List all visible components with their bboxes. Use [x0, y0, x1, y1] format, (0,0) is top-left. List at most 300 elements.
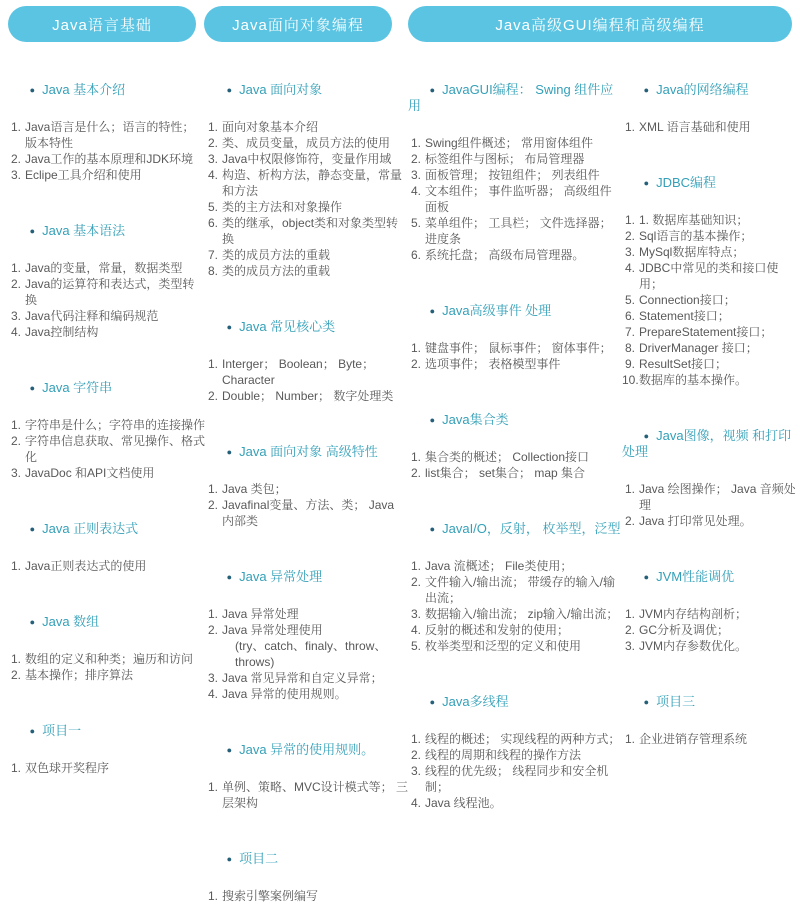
item-number: 3.	[410, 607, 421, 621]
bullet-dot-icon: ●	[643, 178, 650, 188]
item-text: Java 异常处理使用	[222, 623, 323, 637]
section-title	[8, 364, 205, 412]
section-title	[622, 159, 800, 207]
bullet-dot-icon: ●	[643, 85, 650, 95]
section-title-text: Java的网络编程	[656, 82, 749, 97]
section-title-text: 项目三	[656, 694, 696, 709]
item-number: 2.	[624, 229, 635, 243]
item-number: 3.	[207, 671, 218, 685]
item-number: 1.	[10, 652, 21, 666]
list-item	[622, 731, 800, 747]
list-item	[622, 324, 800, 340]
section-items	[408, 731, 622, 811]
item-text: 数据输入/输出流； zip输入/输出流；	[425, 607, 619, 621]
item-number: 2.	[410, 575, 421, 589]
bullet-dot-icon: ●	[29, 524, 36, 534]
list-item	[622, 119, 800, 135]
item-text: Java 线程池。	[425, 796, 502, 810]
section-title	[622, 553, 800, 601]
bullet-dot-icon: ●	[226, 447, 233, 457]
item-number: 10.	[622, 373, 639, 387]
list-item	[205, 167, 408, 199]
pill-label: Java高级GUI编程和高级编程	[495, 16, 705, 34]
list-item	[408, 135, 622, 151]
item-text: Java控制结构	[25, 325, 99, 339]
item-number: 1.	[410, 559, 421, 573]
item-number: 5.	[410, 216, 421, 230]
item-text: Java 类包；	[222, 482, 287, 496]
item-number: 5.	[624, 293, 635, 307]
list-item	[408, 247, 622, 263]
item-number: 1.	[624, 482, 635, 496]
list-item	[205, 670, 408, 686]
section-title	[205, 835, 408, 883]
section-items	[408, 449, 622, 481]
section-items	[8, 760, 205, 776]
section-title-text: Java高级事件 处理	[442, 303, 552, 318]
section-items	[8, 260, 205, 340]
section-title	[8, 707, 205, 755]
item-text: Java中权限修饰符，变量作用域	[222, 152, 392, 166]
item-text: JVM内存参数优化。	[639, 639, 748, 653]
item-number: 1.	[207, 357, 218, 371]
item-text: 数组的定义和种类；遍历和访问	[25, 652, 194, 666]
item-number: 1.	[624, 213, 635, 227]
item-text: 基本操作；排序算法	[25, 668, 134, 682]
list-item	[8, 760, 205, 776]
item-number: 6.	[207, 216, 218, 230]
item-number: 7.	[624, 325, 635, 339]
list-item	[205, 481, 408, 497]
item-text: Statement接口；	[639, 309, 730, 323]
bullet-dot-icon: ●	[643, 572, 650, 582]
section-items	[205, 119, 408, 279]
course-header-row	[0, 0, 800, 42]
section-title	[205, 726, 408, 774]
item-text: DriverManager 接口；	[639, 341, 758, 355]
item-text: 标签组件与图标； 布局管理器	[425, 152, 585, 166]
section-title	[622, 412, 800, 476]
pill-label: Java面向对象编程	[232, 16, 364, 34]
list-item	[622, 356, 800, 372]
bullet-dot-icon: ●	[29, 85, 36, 95]
list-item	[408, 795, 622, 811]
item-text: Java的运算符和表达式，类型转换	[25, 277, 195, 307]
list-item	[408, 558, 622, 574]
item-number: 2.	[410, 152, 421, 166]
list-item	[205, 356, 408, 388]
section-title-text: Java 面向对象 高级特性	[239, 444, 378, 459]
curriculum-section	[408, 66, 622, 263]
section-title	[205, 66, 408, 114]
item-text: 面向对象基本介绍	[222, 120, 319, 134]
section-items	[8, 417, 205, 481]
list-item	[205, 888, 408, 904]
curriculum-section	[8, 505, 205, 574]
item-text: Connection接口；	[639, 293, 736, 307]
item-text: Java 常见异常和自定义异常；	[222, 671, 383, 685]
section-title-text: Java图像，视频 和打印处理	[622, 428, 792, 459]
list-item	[622, 622, 800, 638]
curriculum-section	[408, 505, 622, 654]
list-item	[622, 260, 800, 292]
section-title	[408, 66, 622, 130]
item-number: 1.	[207, 780, 218, 794]
list-item	[8, 151, 205, 167]
curriculum-section	[8, 66, 205, 183]
section-items	[8, 651, 205, 683]
item-number: 2.	[207, 498, 218, 512]
item-number: 1.	[624, 607, 635, 621]
item-number: 5.	[207, 200, 218, 214]
section-items	[205, 356, 408, 404]
section-title-text: Java 字符串	[42, 380, 113, 395]
list-item	[205, 247, 408, 263]
list-item	[205, 135, 408, 151]
item-number: 6.	[410, 248, 421, 262]
curriculum-section	[8, 364, 205, 481]
list-item	[205, 199, 408, 215]
item-number: 1.	[207, 607, 218, 621]
bullet-dot-icon: ●	[226, 745, 233, 755]
section-title-text: Java集合类	[442, 412, 509, 427]
item-text: 类的继承，object类和对象类型转换	[222, 216, 399, 246]
section-items	[8, 558, 205, 574]
item-number: 4.	[410, 796, 421, 810]
list-item	[408, 465, 622, 481]
item-number	[205, 638, 218, 670]
list-item	[8, 324, 205, 340]
section-title	[205, 553, 408, 601]
section-items	[408, 340, 622, 372]
list-item	[408, 167, 622, 183]
item-text: 线程的周期和线程的操作方法	[425, 748, 582, 762]
item-text: MySql数据库特点；	[639, 245, 745, 259]
section-items	[408, 558, 622, 654]
bullet-dot-icon: ●	[643, 431, 650, 441]
item-text: 数据库的基本操作。	[639, 373, 748, 387]
list-item	[408, 574, 622, 606]
list-item	[8, 308, 205, 324]
item-number: 3.	[624, 639, 635, 653]
section-title-text: JVM性能调优	[656, 569, 735, 584]
item-number: 1.	[10, 559, 21, 573]
pill-label: Java语言基础	[52, 16, 152, 34]
list-item	[408, 215, 622, 247]
section-items	[622, 212, 800, 388]
section-items	[8, 119, 205, 183]
list-item	[408, 449, 622, 465]
curriculum-section	[622, 678, 800, 747]
item-text: 1. 数据库基础知识；	[639, 213, 749, 227]
list-item	[205, 686, 408, 702]
bullet-dot-icon: ●	[226, 322, 233, 332]
pill-java-basics[interactable]	[8, 6, 196, 42]
item-number: 1.	[207, 482, 218, 496]
item-number: 2.	[10, 152, 21, 166]
section-title	[8, 66, 205, 114]
list-item	[8, 558, 205, 574]
section-title	[622, 678, 800, 726]
section-title-text: Java 正则表达式	[42, 521, 139, 536]
item-text: Java 打印常见处理。	[639, 514, 752, 528]
section-title	[8, 505, 205, 553]
pill-java-oop[interactable]	[204, 6, 392, 42]
curriculum-section	[205, 66, 408, 279]
list-item	[205, 638, 408, 670]
section-title-text: Java 常见核心类	[239, 319, 336, 334]
item-text: Java语言是什么；语言的特性；版本特性	[25, 120, 195, 150]
list-item	[408, 731, 622, 747]
list-item	[408, 340, 622, 356]
curriculum-section	[205, 726, 408, 811]
item-number: 1.	[410, 732, 421, 746]
list-item	[205, 263, 408, 279]
item-number: 7.	[207, 248, 218, 262]
list-item	[622, 228, 800, 244]
bullet-dot-icon: ●	[29, 226, 36, 236]
curriculum-section	[408, 396, 622, 481]
item-text: Java正则表达式的使用	[25, 559, 147, 573]
pill-java-advanced-gui[interactable]	[408, 6, 792, 42]
list-item	[205, 119, 408, 135]
column-1	[8, 42, 205, 904]
bullet-dot-icon: ●	[643, 697, 650, 707]
section-title-text: JDBC编程	[656, 175, 717, 190]
item-text: JavaDoc 和API文档使用	[25, 466, 155, 480]
item-text: 搜索引擎案例编写	[222, 889, 319, 903]
section-title-text: Java 异常的使用规则。	[239, 742, 375, 757]
item-number: 2.	[410, 748, 421, 762]
item-text: 线程的优先级； 线程同步和安全机制；	[425, 764, 609, 794]
item-text: 单例、策略、MVC设计模式等； 三层架构	[222, 780, 409, 810]
section-title	[408, 505, 622, 553]
curriculum-section	[408, 678, 622, 811]
item-text: 类、成员变量，成员方法的使用	[222, 136, 391, 150]
list-item	[622, 606, 800, 622]
curriculum-section	[8, 207, 205, 340]
item-number: 3.	[10, 466, 21, 480]
item-text: Java工作的基本原理和JDK环境	[25, 152, 194, 166]
item-text: 双色球开奖程序	[25, 761, 110, 775]
item-text: Java 流概述； File类使用；	[425, 559, 573, 573]
item-text: 菜单组件； 工具栏； 文件选择器； 进度条	[425, 216, 616, 246]
item-text: ResultSet接口；	[639, 357, 728, 371]
section-title	[408, 396, 622, 444]
bullet-dot-icon: ●	[29, 617, 36, 627]
list-item	[622, 212, 800, 228]
item-number: 3.	[624, 245, 635, 259]
section-items	[205, 888, 408, 904]
list-item	[408, 606, 622, 622]
item-number: 4.	[10, 325, 21, 339]
list-item	[8, 651, 205, 667]
section-title-text: 项目二	[239, 851, 279, 866]
list-item	[8, 417, 205, 433]
curriculum-columns	[0, 42, 800, 904]
section-items	[622, 119, 800, 135]
item-text: 集合类的概述； Collection接口	[425, 450, 590, 464]
item-text: Double； Number； 数字处理类	[222, 389, 394, 403]
item-text: 字符串是什么；字符串的连接操作	[25, 418, 206, 432]
item-text: Java 异常的使用规则。	[222, 687, 347, 701]
item-text: 枚举类型和泛型的定义和使用	[425, 639, 582, 653]
curriculum-section	[408, 287, 622, 372]
item-number: 2.	[207, 623, 218, 637]
item-number: 2.	[10, 668, 21, 682]
item-number: 8.	[624, 341, 635, 355]
section-items	[622, 606, 800, 654]
item-number: 1.	[624, 120, 635, 134]
section-title	[8, 207, 205, 255]
item-number: 4.	[410, 623, 421, 637]
item-text: (try、catch、finaly、throw、throws)	[235, 639, 387, 669]
item-number: 1.	[10, 761, 21, 775]
list-item	[205, 606, 408, 622]
section-items	[622, 731, 800, 747]
bullet-dot-icon: ●	[429, 524, 436, 534]
item-text: 字符串信息获取、常见操作、格式化	[25, 434, 206, 464]
item-number: 4.	[207, 687, 218, 701]
item-text: list集合； set集合； map 集合	[425, 466, 586, 480]
list-item	[622, 638, 800, 654]
bullet-dot-icon: ●	[29, 726, 36, 736]
item-number: 1.	[207, 889, 218, 903]
bullet-dot-icon: ●	[226, 854, 233, 864]
section-title-text: JavaI/O，反射， 枚举型，泛型	[442, 521, 621, 536]
list-item	[8, 167, 205, 183]
item-text: Java代码注释和编码规范	[25, 309, 159, 323]
item-number: 5.	[410, 639, 421, 653]
list-item	[8, 119, 205, 151]
bullet-dot-icon: ●	[429, 306, 436, 316]
item-number: 1.	[410, 136, 421, 150]
item-text: 类的成员方法的重载	[222, 248, 331, 262]
item-text: Javafinal变量、方法、类； Java 内部类	[222, 498, 398, 528]
section-title	[408, 678, 622, 726]
list-item	[622, 292, 800, 308]
item-number: 3.	[410, 764, 421, 778]
list-item	[622, 308, 800, 324]
bullet-dot-icon: ●	[429, 415, 436, 425]
item-text: 文件输入/输出流； 带缓存的输入/输出流；	[425, 575, 616, 605]
item-text: PrepareStatement接口；	[639, 325, 773, 339]
item-text: 文本组件； 事件监听器； 高级组件面板	[425, 184, 612, 214]
list-item	[408, 747, 622, 763]
list-item	[8, 433, 205, 465]
item-number: 2.	[410, 466, 421, 480]
item-number: 6.	[624, 309, 635, 323]
list-item	[622, 244, 800, 260]
section-items	[622, 481, 800, 529]
item-text: 键盘事件； 鼠标事件； 窗体事件；	[425, 341, 612, 355]
list-item	[8, 465, 205, 481]
item-number: 1.	[624, 732, 635, 746]
list-item	[622, 372, 800, 388]
item-text: 线程的概述； 实现线程的两种方式；	[425, 732, 621, 746]
item-text: JVM内存结构剖析；	[639, 607, 748, 621]
item-text: Eclipe工具介绍和使用	[25, 168, 142, 182]
item-number: 2.	[207, 136, 218, 150]
curriculum-section	[622, 66, 800, 135]
bullet-dot-icon: ●	[429, 697, 436, 707]
section-title-text: JavaGUI编程： Swing 组件应用	[408, 82, 614, 113]
bullet-dot-icon: ●	[429, 85, 436, 95]
column-2	[205, 42, 408, 904]
item-number: 1.	[410, 341, 421, 355]
list-item	[8, 667, 205, 683]
list-item	[408, 356, 622, 372]
list-item	[205, 151, 408, 167]
item-number: 3.	[207, 152, 218, 166]
section-items	[205, 779, 408, 811]
item-number: 3.	[10, 309, 21, 323]
bullet-dot-icon: ●	[29, 383, 36, 393]
list-item	[408, 763, 622, 795]
section-items	[205, 606, 408, 702]
curriculum-section	[205, 303, 408, 404]
item-number: 1.	[207, 120, 218, 134]
section-title-text: Java 异常处理	[239, 569, 323, 584]
section-title-text: 项目一	[42, 723, 82, 738]
item-number: 1.	[410, 450, 421, 464]
item-text: Java 异常处理	[222, 607, 299, 621]
item-number: 1.	[10, 261, 21, 275]
section-title-text: Java 基本介绍	[42, 82, 126, 97]
item-number: 1.	[10, 120, 21, 134]
list-item	[8, 260, 205, 276]
section-title-text: Java 面向对象	[239, 82, 323, 97]
item-number: 9.	[624, 357, 635, 371]
item-number: 2.	[624, 514, 635, 528]
section-items	[408, 135, 622, 263]
list-item	[205, 215, 408, 247]
item-number: 4.	[410, 184, 421, 198]
curriculum-section	[205, 428, 408, 529]
item-number: 3.	[410, 168, 421, 182]
list-item	[622, 340, 800, 356]
item-number: 2.	[207, 389, 218, 403]
curriculum-section	[205, 553, 408, 702]
item-text: 企业进销存管理系统	[639, 732, 748, 746]
curriculum-section	[205, 835, 408, 904]
bullet-dot-icon: ●	[226, 85, 233, 95]
item-text: 类的主方法和对象操作	[222, 200, 343, 214]
list-item	[205, 622, 408, 638]
item-number: 1.	[10, 418, 21, 432]
list-item	[408, 183, 622, 215]
bullet-dot-icon: ●	[226, 572, 233, 582]
column-3	[408, 42, 622, 904]
item-number: 8.	[207, 264, 218, 278]
item-text: GC分析及调优；	[639, 623, 730, 637]
item-text: 反射的概述和发射的使用；	[425, 623, 570, 637]
item-text: Sql语言的基本操作；	[639, 229, 753, 243]
item-text: 构造、析构方法，静态变量，常量和方法	[222, 168, 403, 198]
item-number: 4.	[207, 168, 218, 182]
item-number: 2.	[410, 357, 421, 371]
curriculum-section	[8, 707, 205, 776]
list-item	[8, 276, 205, 308]
list-item	[622, 481, 800, 513]
section-title	[205, 303, 408, 351]
item-number: 2.	[624, 623, 635, 637]
list-item	[205, 497, 408, 529]
section-title-text: Java 数组	[42, 614, 100, 629]
curriculum-section	[622, 412, 800, 529]
list-item	[205, 388, 408, 404]
section-items	[205, 481, 408, 529]
